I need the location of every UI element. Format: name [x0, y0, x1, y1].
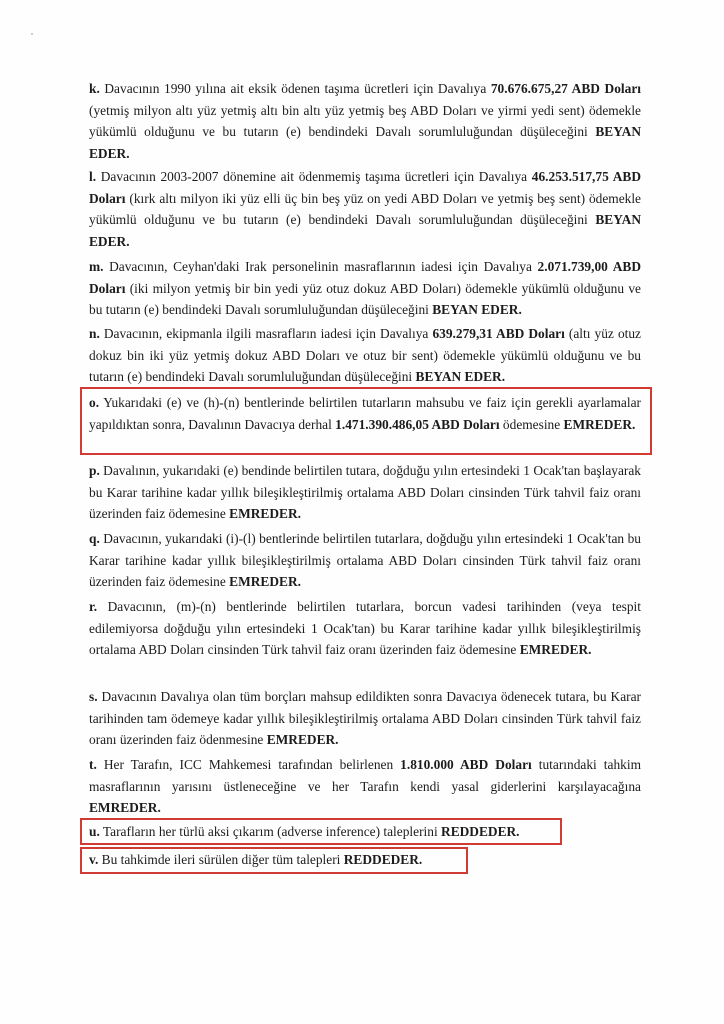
paragraph-p [89, 460, 641, 525]
paragraph-l [89, 166, 641, 252]
bold-text-segment: EMREDER. [266, 732, 339, 748]
paragraph-k [89, 78, 641, 164]
bold-text-segment: BEYAN EDER. [432, 302, 522, 318]
paragraph-r [89, 596, 641, 661]
bold-text-segment: 46.253.517,75 ABD Doları [89, 169, 641, 206]
bold-text-segment: 1.471.390.486,05 ABD Doları [335, 416, 500, 432]
bold-text-segment: REDDEDER. [343, 852, 423, 867]
bold-text-segment: r. [89, 599, 98, 614]
bold-text-segment: EMREDER. [89, 800, 161, 816]
bold-text-segment: EMREDER. [229, 574, 301, 590]
bold-text-segment: l. [89, 169, 97, 184]
bold-text-segment: BEYAN EDER. [415, 369, 506, 385]
bold-text-segment: 2.071.739,00 ABD Doları [89, 259, 641, 296]
bold-text-segment: m. [89, 259, 104, 274]
bold-text-segment: u. [89, 824, 100, 839]
bold-text-segment: BEYAN EDER. [89, 124, 641, 161]
text-segment: Bu tahkimde ileri sürülen diğer tüm talepleri [98, 852, 344, 867]
text-segment: Davalının, yukarıdaki (e) bendinde belirtilen tutara, doğduğu yılın ertesindeki 1 Ocak'tan başlayarak bu Karar tarihine kadar yıllık bileşikleştirilmiş ortalama ABD Doları cinsinden Türk tahvil faiz oranı üzerinden faiz ödemesine [89, 463, 641, 522]
text-segment: Davacının Davalıya olan tüm borçları mahsup edildikten sonra Davacıya ödenecek tutara, bu Karar tarihinden tam ödemeye kadar yıllık bileşikleştirilmiş ortalama ABD Doları cinsinden Türk tahvil faiz oranı üzerinden faiz ödenmesine [89, 689, 641, 748]
bold-text-segment: EMREDER. [563, 416, 636, 432]
text-segment: (yetmiş milyon altı yüz yetmiş altı bin altı yüz yetmiş beş ABD Doları ve yirmi yedi sent) ödemekle yükümlü olduğunu ve bu tutarın (e) bendindeki Davalı sorumluluğundan düşüleceğini [89, 102, 641, 140]
bold-text-segment: EMREDER. [229, 506, 301, 522]
text-segment: tutarındaki tahkim masraflarının yarısını üstleneceğine ve her Tarafın kendi yasal giderlerini karşılayacağına [89, 757, 641, 794]
text-segment: Tarafların her türlü aksi çıkarım (adverse inference) taleplerini [99, 824, 442, 839]
bold-text-segment: v. [89, 852, 99, 867]
text-segment: ödemesine [499, 416, 564, 432]
bold-text-segment: 639.279,31 ABD Doları [432, 326, 565, 341]
bold-text-segment: k. [89, 81, 100, 96]
paragraph-s [89, 686, 641, 751]
bold-text-segment: 70.676.675,27 ABD Doları [490, 81, 641, 96]
bold-text-segment: BEYAN EDER. [89, 212, 641, 249]
bold-text-segment: q. [89, 531, 100, 546]
bold-text-segment: o. [89, 395, 100, 410]
bold-text-segment: EMREDER. [519, 642, 592, 658]
highlight-box-o [80, 387, 652, 455]
text-segment: Her Tarafın, ICC Mahkemesi tarafından belirlenen [96, 757, 401, 772]
text-segment: Davacının 1990 yılına ait eksik ödenen taşıma ücretleri için Davalıya [99, 81, 491, 96]
bold-text-segment: 1.810.000 ABD Doları [400, 757, 532, 772]
text-segment: Davacının 2003-2007 dönemine ait ödenmemiş taşıma ücretleri için Davalıya [96, 169, 532, 184]
paragraph-q [89, 528, 641, 593]
text-segment: (kırk altı milyon iki yüz elli üç bin beş yüz on yedi ABD Doları ve yetmiş beş sent) ödemekle yükümlü olduğunu ve bu tutarın (e) bendindeki Davalı sorumluluğundan düşüleceğini [89, 190, 641, 228]
bold-text-segment: p. [89, 463, 100, 478]
paragraph-m [89, 256, 641, 321]
text-segment: (iki milyon yetmiş bir bin yedi yüz otuz dokuz ABD Doları) ödemekle yükümlü olduğunu ve bu tutarın (e) bendindeki Davalı sorumluluğundan düşüleceğini [89, 280, 641, 318]
bold-text-segment: REDDEDER. [441, 824, 520, 839]
highlight-box-u [80, 818, 562, 845]
text-segment: Davacının, yukarıdaki (i)-(l) bentlerinde belirtilen tutarlara, doğduğu yılın ertesindeki 1 Ocak'tan bu Karar tarihine kadar yıllık bileşikleştirilmiş ortalama ABD Doları cinsinden Türk tahvil faiz oranı üzerinden faiz ödemesine [89, 531, 641, 590]
text-segment: Yukarıdaki (e) ve (h)-(n) bentlerinde belirtilen tutarların mahsubu ve faiz için gerekli ayarlamalar yapıldıktan sonra, Davalının Davacıya derhal [89, 395, 641, 432]
text-segment: (altı yüz otuz dokuz bin iki yüz yetmiş dokuz ABD Doları ve otuz bir sent) ödemekle yükümlü olduğunu ve bu tutarın (e) bendindeki Davalı sorumluluğundan düşüleceğini [89, 326, 641, 385]
paragraph-n [89, 323, 641, 388]
bold-text-segment: n. [89, 326, 100, 341]
text-segment: Davacının, Ceyhan'daki Irak personelinin masraflarının iadesi için Davalıya [103, 259, 538, 274]
bold-text-segment: t. [89, 757, 97, 772]
text-segment: Davacının, ekipmanla ilgili masrafların iadesi için Davalıya [99, 326, 433, 341]
text-segment: Davacının, (m)-(n) bentlerinde belirtilen tutarlara, borcun vadesi tarihinden (veya tespit edilemiyorsa doğduğu yılın ertesindeki 1 Ocak'tan) bu Karar tarihine kadar yıllık bileşikleştirilmiş ortalama ABD Doları cinsinden Türk tahvil faiz oranı üzerinden faiz ödemesine [89, 599, 641, 658]
highlight-box-v [80, 847, 468, 874]
bold-text-segment: s. [89, 689, 98, 704]
paragraph-t [89, 754, 641, 819]
scan-speck [31, 33, 33, 35]
